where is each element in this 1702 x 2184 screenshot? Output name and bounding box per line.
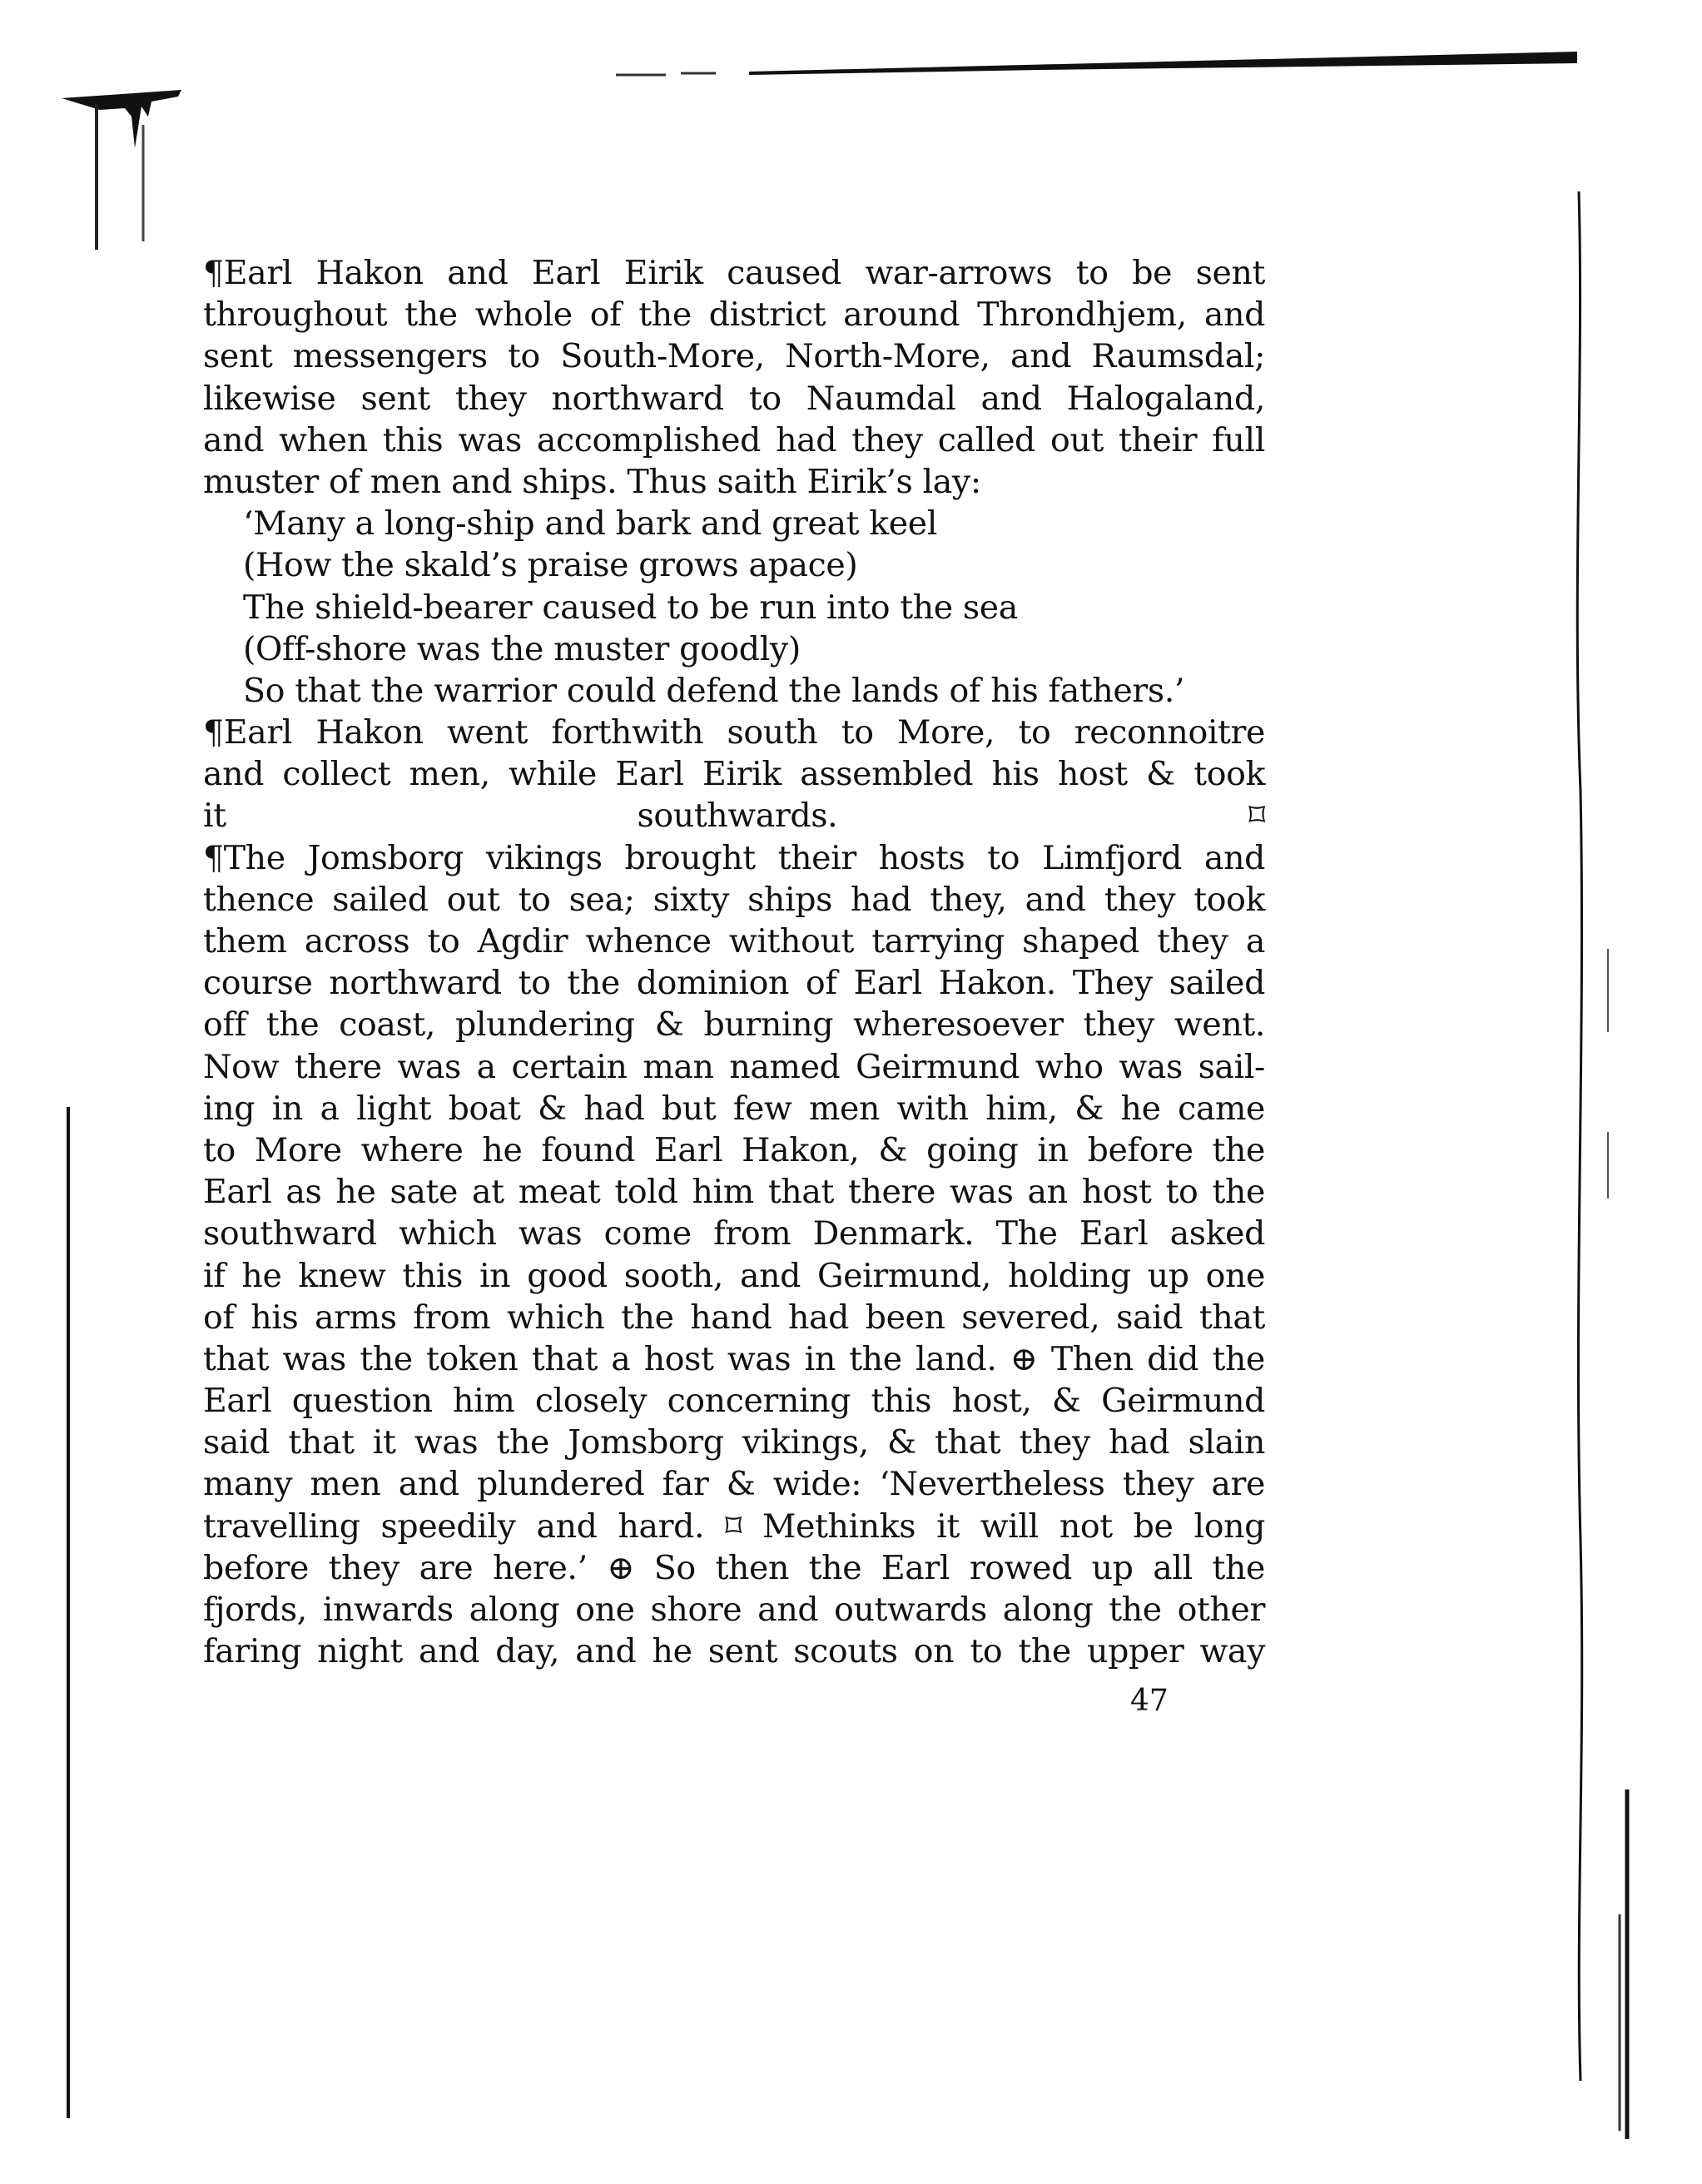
text-line: Now there was a certain man named Geirmund who was sail-	[203, 1047, 1265, 1086]
corner-ink-mark	[62, 90, 181, 148]
text-line: sent messengers to South-More, North-More, and Raumsdal;	[203, 337, 1265, 376]
text-line: and collect men, while Earl Eirik assembled his host & took	[203, 755, 1265, 794]
text-line: (Off-shore was the muster goodly)	[243, 629, 801, 668]
right-edge-line	[1577, 191, 1581, 2081]
top-edge-bar	[749, 52, 1577, 75]
text-line: muster of men and ships. Thus saith Eirik’s lay:	[203, 462, 981, 501]
text-line: to More where he found Earl Hakon, & going in before the	[203, 1130, 1265, 1169]
text-line: before they are here.’ ⊕ So then the Earl rowed up all the	[203, 1548, 1265, 1587]
text-line: ing in a light boat & had but few men with him, & he came	[203, 1089, 1265, 1128]
page-number: 47	[1130, 1684, 1169, 1718]
text-line: said that it was the Jomsborg vikings, & that they had slain	[203, 1423, 1265, 1462]
text-line: thence sailed out to sea; sixty ships had they, and they took	[203, 880, 1265, 919]
text-line: ‘Many a long-ship and bark and great keel	[243, 504, 937, 544]
text-line: and when this was accomplished had they called out their full	[203, 420, 1265, 459]
text-line: if he knew this in good sooth, and Geirmund, holding up one	[203, 1256, 1265, 1295]
text-line: Earl question him closely concerning this host, & Geirmund	[203, 1382, 1265, 1421]
text-line: off the coast, plundering & burning wheresoever they went.	[203, 1005, 1265, 1045]
text-line: fjords, inwards along one shore and outwards along the other	[203, 1591, 1265, 1629]
text-line: Earl as he sate at meat told him that there was an host to the	[203, 1173, 1265, 1212]
text-line: faring night and day, and he sent scouts on to the upper way	[203, 1632, 1265, 1671]
text-line: The shield-bearer caused to be run into the sea	[243, 588, 1018, 627]
text-line: southward which was come from Denmark. The Earl asked	[203, 1214, 1265, 1253]
text-line: (How the skald’s praise grows apace)	[243, 546, 858, 585]
text-line: of his arms from which the hand had been severed, said that	[203, 1298, 1265, 1337]
text-line: it southwards. ⌑	[203, 797, 1265, 836]
text-line: likewise sent they northward to Naumdal and Halogaland,	[203, 379, 1265, 418]
body-text	[203, 252, 1265, 1672]
text-line: many men and plundered far & wide: ‘Nevertheless they are	[203, 1465, 1265, 1504]
text-line: ¶Earl Hakon went forthwith south to More, to reconnoitre	[203, 713, 1265, 752]
text-line: throughout the whole of the district around Throndhjem, and	[203, 295, 1265, 335]
text-line: ¶The Jomsborg vikings brought their hosts to Limfjord and	[203, 838, 1265, 877]
text-line: So that the warrior could defend the lands of his fathers.’	[243, 671, 1185, 710]
text-line: that was the token that a host was in the land. ⊕ Then did the	[203, 1339, 1265, 1378]
text-line: them across to Agdir whence without tarrying shaped they a	[203, 922, 1265, 960]
text-line: travelling speedily and hard. ⌑ Methinks it will not be long	[203, 1506, 1265, 1546]
text-line: course northward to the dominion of Earl Hakon. They sailed	[203, 964, 1265, 1003]
text-line: ¶Earl Hakon and Earl Eirik caused war-arrows to be sent	[203, 254, 1265, 292]
